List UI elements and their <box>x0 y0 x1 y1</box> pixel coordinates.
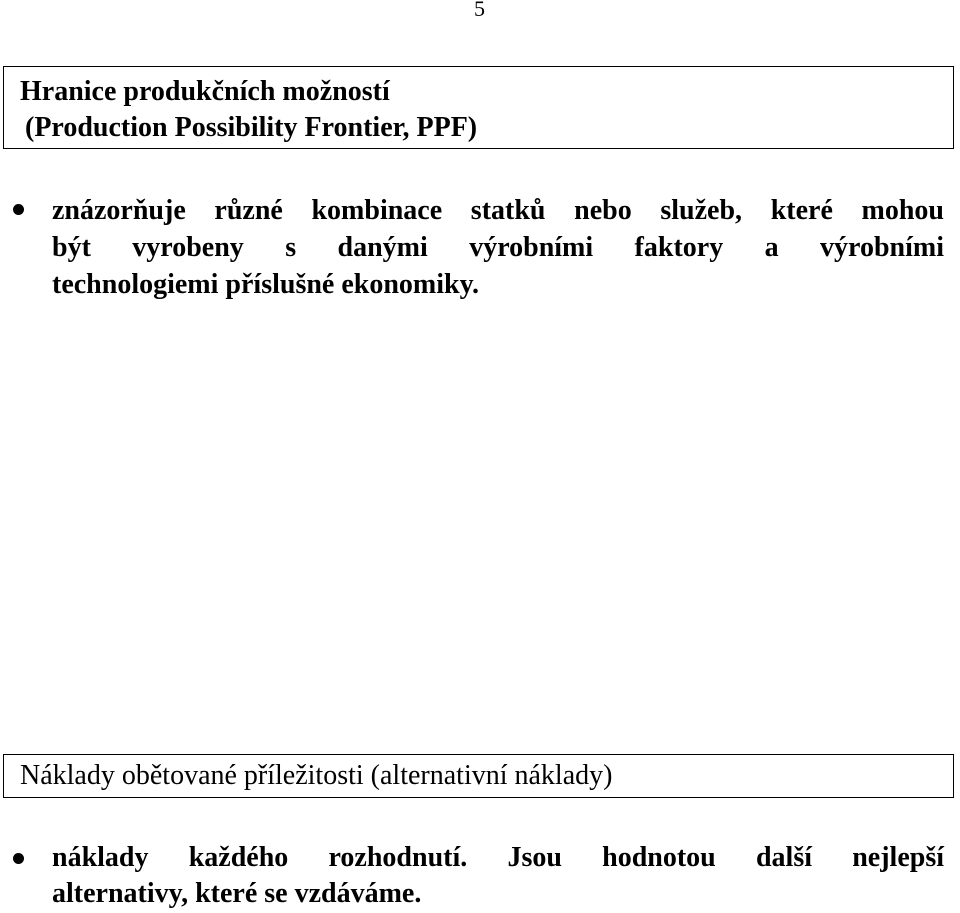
bullet-text <box>52 192 944 303</box>
bullet-line: být vyrobeny s danými výrobními faktory a výrobními <box>52 232 944 263</box>
section-subtitle: (Production Possibility Frontier, PPF) <box>25 112 478 143</box>
bullet-line: alternativy, které se vzdáváme. <box>52 878 422 909</box>
section-heading-box-opportunity-cost <box>3 754 954 798</box>
section-title: Náklady obětované příležitosti (alternativní náklady) <box>20 760 613 791</box>
bullet-icon <box>13 204 24 215</box>
section-heading-box-ppf <box>3 66 954 149</box>
bullet-line: technologiemi příslušné ekonomiky. <box>52 269 480 300</box>
bullet-icon <box>13 853 24 864</box>
bullet-line: náklady každého rozhodnutí. Jsou hodnotou další nejlepší <box>52 842 944 873</box>
bullet-text <box>52 840 944 912</box>
bullet-line: znázorňuje různé kombinace statků nebo služeb, které mohou <box>52 195 944 226</box>
page-number: 5 <box>474 0 485 21</box>
section-title: Hranice produkčních možností <box>20 76 390 107</box>
